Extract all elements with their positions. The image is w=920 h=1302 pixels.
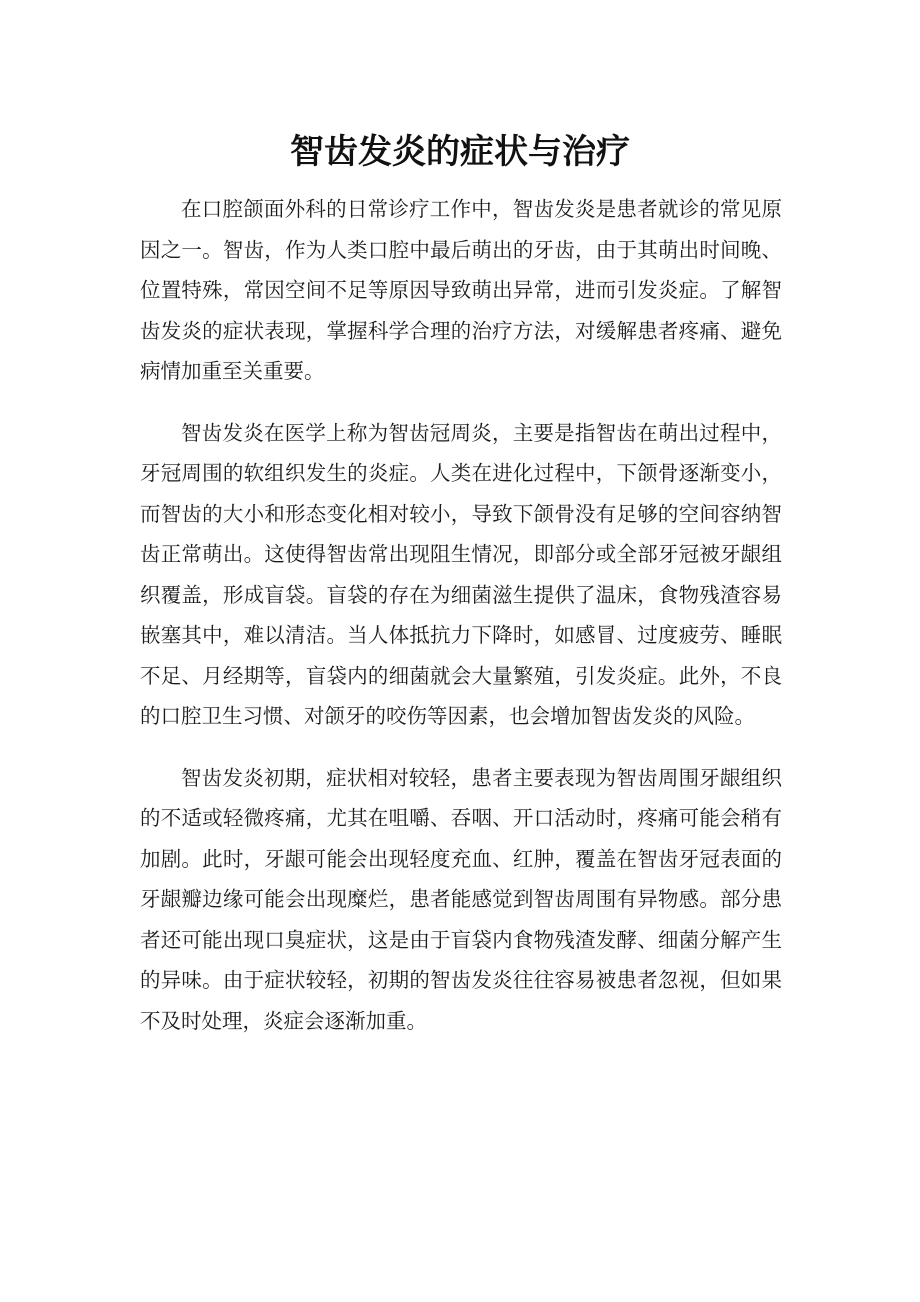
paragraph-cause: 智齿发炎在医学上称为智齿冠周炎，主要是指智齿在萌出过程中，牙冠周围的软组织发生的炎症。人类在进化过程中，下颌骨逐渐变小，而智齿的大小和形态变化相对较小，导致下颌骨没有足够的空间容纳智齿正常萌出。这使得智齿常出现阻生情况，即部分或全部牙冠被牙龈组织覆盖，形成盲袋。盲袋的存在为细菌滋生提供了温床，食物残渣容易嵌塞其中，难以清洁。当人体抵抗力下降时，如感冒、过度疲劳、睡眠不足、月经期等，盲袋内的细菌就会大量繁殖，引发炎症。此外，不良的口腔卫生习惯、对颌牙的咬伤等因素，也会增加智齿发炎的风险。 bbox=[140, 420, 782, 728]
document-body bbox=[140, 189, 782, 1062]
paragraph-intro: 在口腔颌面外科的日常诊疗工作中，智齿发炎是患者就诊的常见原因之一。智齿，作为人类口腔中最后萌出的牙齿，由于其萌出时间晚、位置特殊，常因空间不足等原因导致萌出异常，进而引发炎症。了解智齿发炎的症状表现，掌握科学合理的治疗方法，对缓解患者疼痛、避免病情加重至关重要。 bbox=[140, 197, 782, 383]
document-title: 智齿发炎的症状与治疗 bbox=[290, 132, 630, 172]
paragraph-early-symptoms: 智齿发炎初期，症状相对较轻，患者主要表现为智齿周围牙龈组织的不适或轻微疼痛，尤其在咀嚼、吞咽、开口活动时，疼痛可能会稍有加剧。此时，牙龈可能会出现轻度充血、红肿，覆盖在智齿牙冠表面的牙龈瓣边缘可能会出现糜烂，患者能感觉到智齿周围有异物感。部分患者还可能出现口臭症状，这是由于盲袋内食物残渣发酵、细菌分解产生的异味。由于症状较轻，初期的智齿发炎往往容易被患者忽视，但如果不及时处理，炎症会逐渐加重。 bbox=[140, 765, 782, 1033]
